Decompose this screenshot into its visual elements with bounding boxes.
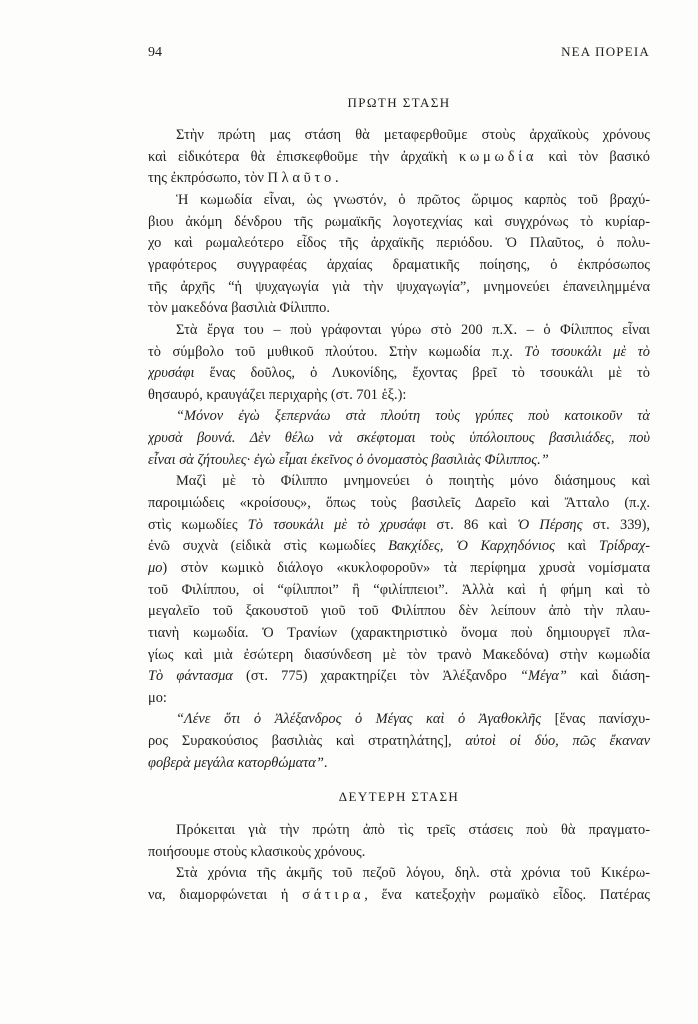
text-line — [148, 623, 650, 645]
text-run: (στ. 775) χαρακτηρίζει τὸν Ἀλέξανδρο — [232, 668, 520, 685]
italic-text: χρυσὰ βουνά. Δὲν θέλω νὰ σκέφτομαι τοὺς ὑπόλοιπους βασιλιάδες, ποὺ — [148, 430, 650, 447]
text-line — [148, 190, 650, 212]
italic-text: Ὁ Πέρσης — [517, 516, 583, 533]
text-run: καὶ — [554, 538, 599, 555]
italic-text: αὐτοὶ οἱ δύο, πῶς ἔκαναν — [465, 733, 650, 750]
text-line — [148, 601, 650, 623]
text-run: χο καὶ ρωμαλεότερο εἶδος τῆς ἀρχαϊκῆς περιόδου. Ὁ Πλαῦτος, ὁ πολυ- — [148, 235, 650, 252]
text-run: καὶ διάση- — [566, 668, 650, 685]
text-line — [148, 558, 650, 580]
section-title: ΔΕΥΤΕΡΗ ΣΤΑΣΗ — [338, 788, 460, 804]
text-line — [148, 493, 650, 515]
text-line — [148, 885, 650, 907]
paragraph — [148, 320, 650, 407]
text-run: τῆς ἀρχῆς “ἡ ψυχαγωγία γιὰ τὴν ψυχαγωγία”, μνημονεύει ἐπανειλημμένα — [148, 278, 650, 295]
text-run: ἐνῶ συχνὰ (εἰδικὰ στὶς κωμωδίες — [148, 538, 389, 555]
text-run: μεγαλεῖο τοῦ ξακουστοῦ γιοῦ τοῦ Φιλίππου δὲν λείπουν ἀπὸ τὴν πλαυ- — [148, 603, 650, 620]
text-line — [148, 688, 650, 710]
text-line — [148, 515, 650, 537]
text-run: της ἐκπρόσωπο, τὸν — [148, 170, 268, 187]
text-line — [148, 342, 650, 364]
text-line — [148, 709, 650, 731]
text-line — [148, 863, 650, 885]
text-line — [148, 406, 650, 428]
text-run: στ. 339), — [582, 516, 650, 533]
text-run: θησαυρό, κραυγάζει περιχαρὴς (στ. 701 ἑξ.): — [148, 386, 407, 403]
section-title: ΠΡΩΤΗ ΣΤΑΣΗ — [347, 95, 451, 110]
italic-text: “Μόνον ἐγὼ ξεπερνάω στὰ πλούτη τοὺς γρύπες ποὺ κατοικοῦν τὰ — [176, 408, 650, 425]
text-run: τιανὴ κωμωδία. Ὁ Τρανίων (χαρακτηριστικὸ ὄνομα ποὺ δημιουργεῖ πλα- — [148, 624, 650, 641]
spaced-text: σάτιρα — [302, 886, 365, 903]
italic-text: “Μέγα” — [519, 668, 567, 685]
text-run: Πρόκειται γιὰ τὴν πρώτη ἀπὸ τὶς τρεῖς στάσεις ποὺ θὰ πραγματο- — [176, 821, 650, 838]
italic-text: χρυσάφι — [148, 365, 195, 382]
text-line — [148, 820, 650, 842]
text-line — [148, 298, 650, 320]
text-line — [148, 385, 650, 407]
spaced-text: κωμωδία — [458, 148, 538, 165]
text-line — [148, 666, 650, 688]
text-line — [148, 450, 650, 472]
text-line — [148, 168, 650, 190]
text-run: παροιμιώδεις «κροίσους», ὅπως τοὺς βασιλεῖς Δαρεῖο καὶ Ἄτταλο (π.χ. — [148, 495, 650, 512]
italic-text: εἶναι σὰ ζήτουλες· ἐγὼ εἶμαι ἐκεῖνος ὁ ὀνομαστὸς βασιλιὰς Φίλιππος.” — [148, 451, 549, 468]
paragraph — [148, 471, 650, 709]
text-run: στὶς κωμωδίες — [148, 516, 248, 533]
paragraph — [148, 125, 650, 190]
text-run: Στὰ χρόνια τῆς ἀκμῆς τοῦ πεζοῦ λόγου, δηλ. στὰ χρόνια τοῦ Κικέρω- — [176, 865, 650, 882]
text-run: τὸ σύμβολο τοῦ μυθικοῦ πλούτου. Στὴν κωμωδία π.χ. — [148, 343, 525, 360]
text-run: . — [335, 170, 339, 187]
text-line — [148, 753, 650, 775]
italic-text: Τρίδραχ- — [598, 538, 650, 555]
text-run: τοῦ Φιλίππου, οἱ “φίλιπποι” ἢ “φιλίππειοι”. Ἀλλὰ καὶ ἡ φήμη καὶ τὸ — [148, 581, 650, 598]
text-run: [ἕνας πανίσχυ- — [541, 711, 650, 728]
text-run: βιου ἀκόμη δένδρου τῆς ρωμαϊκῆς λογοτεχνίας καὶ συγχρόνως τὸ κυρίαρ- — [148, 213, 650, 230]
text-run: , ἕνα κατεξοχὴν ρωμαϊκὸ εἶδος. Πατέρας — [364, 886, 650, 903]
text-run: να, διαμορφώνεται ἡ — [148, 886, 303, 903]
page-header — [148, 43, 650, 61]
text-line — [148, 233, 650, 255]
text-line — [148, 580, 650, 602]
italic-text: Τὸ τσουκάλι μὲ τὸ — [524, 343, 650, 360]
page-number: 94 — [148, 45, 162, 60]
paragraph — [148, 709, 650, 774]
italic-text: μο — [148, 559, 163, 576]
text-run: καὶ εἰδικότερα θὰ ἐπισκεφθοῦμε τὴν ἀρχαϊκὴ — [148, 148, 459, 165]
running-title: ΝΕΑ ΠΟΡΕΙΑ — [561, 44, 650, 59]
italic-text: Βακχίδες, Ὁ Καρχηδόνιος — [388, 538, 555, 555]
paragraph — [148, 820, 650, 863]
text-run: μο: — [148, 689, 167, 706]
page-body — [148, 92, 650, 906]
italic-text: Τὸ τσουκάλι μὲ τὸ χρυσάφι — [247, 516, 427, 533]
text-line — [148, 536, 650, 558]
spaced-text: Πλαῦτο — [267, 170, 335, 187]
text-line — [148, 212, 650, 234]
text-run: Στὴν πρώτη μας στάση θὰ μεταφερθοῦμε στοὺς ἀρχαϊκοὺς χρόνους — [176, 127, 650, 144]
text-run: γραφότερος συγγραφέας ἀρχαίας δραματικῆς ποίησης, ὁ ἐκπρόσωπος — [148, 256, 650, 273]
text-run: γίως καὶ μιὰ ἐσώτερη διασύνδεση μὲ τὸν τρανὸ Μακεδόνα) στὴν κωμωδία — [148, 646, 650, 663]
section — [148, 92, 650, 774]
paragraph — [148, 190, 650, 320]
text-run: ποιήσουμε στοὺς κλασικοὺς χρόνους. — [148, 843, 366, 860]
text-run: ἕνας δοῦλος, ὁ Λυκονίδης, ἔχοντας βρεῖ τὸ τσουκάλι μὲ τὸ — [194, 365, 650, 382]
paragraph — [148, 406, 650, 471]
text-line — [148, 277, 650, 299]
text-line — [148, 842, 650, 864]
italic-text: φοβερὰ μεγάλα κατορθώματα” — [148, 754, 324, 771]
text-line — [148, 147, 650, 169]
text-run: καὶ τὸν βασικό — [537, 148, 650, 165]
text-line — [148, 255, 650, 277]
text-line — [148, 471, 650, 493]
text-run: στ. 86 καὶ — [426, 516, 518, 533]
text-line — [148, 428, 650, 450]
text-line — [148, 320, 650, 342]
section — [148, 786, 650, 907]
text-run: ρος Συρακούσιος βασιλιὰς καὶ στρατηλάτης], — [148, 733, 466, 750]
text-run: ) στὸν κωμικὸ διάλογο «κυκλοφοροῦν» τὰ περίφημα χρυσὰ νομίσματα — [162, 559, 650, 576]
text-run: Στὰ ἔργα του – ποὺ γράφονται γύρω στὸ 200 π.Χ. – ὁ Φίλιππος εἶναι — [176, 321, 650, 338]
italic-text: “Λένε ὅτι ὁ Ἀλέξανδρος ὁ Μέγας καὶ ὁ Ἀγαθοκλῆς — [176, 711, 542, 728]
text-line — [148, 731, 650, 753]
text-run: . — [323, 754, 328, 771]
text-run: τὸν μακεδόνα βασιλιὰ Φίλιππο. — [148, 300, 330, 317]
paragraph — [148, 863, 650, 906]
text-line — [148, 125, 650, 147]
text-line — [148, 363, 650, 385]
text-run: Μαζὶ μὲ τὸ Φίλιππο μνημονεύει ὁ ποιητὴς μόνο διάσημους καὶ — [176, 473, 650, 490]
text-line — [148, 645, 650, 667]
text-run: Ἡ κωμωδία εἶναι, ὡς γνωστόν, ὁ πρῶτος ὥριμος καρπὸς τοῦ βραχύ- — [176, 192, 650, 209]
italic-text: Τὸ φάντασμα — [148, 668, 233, 685]
